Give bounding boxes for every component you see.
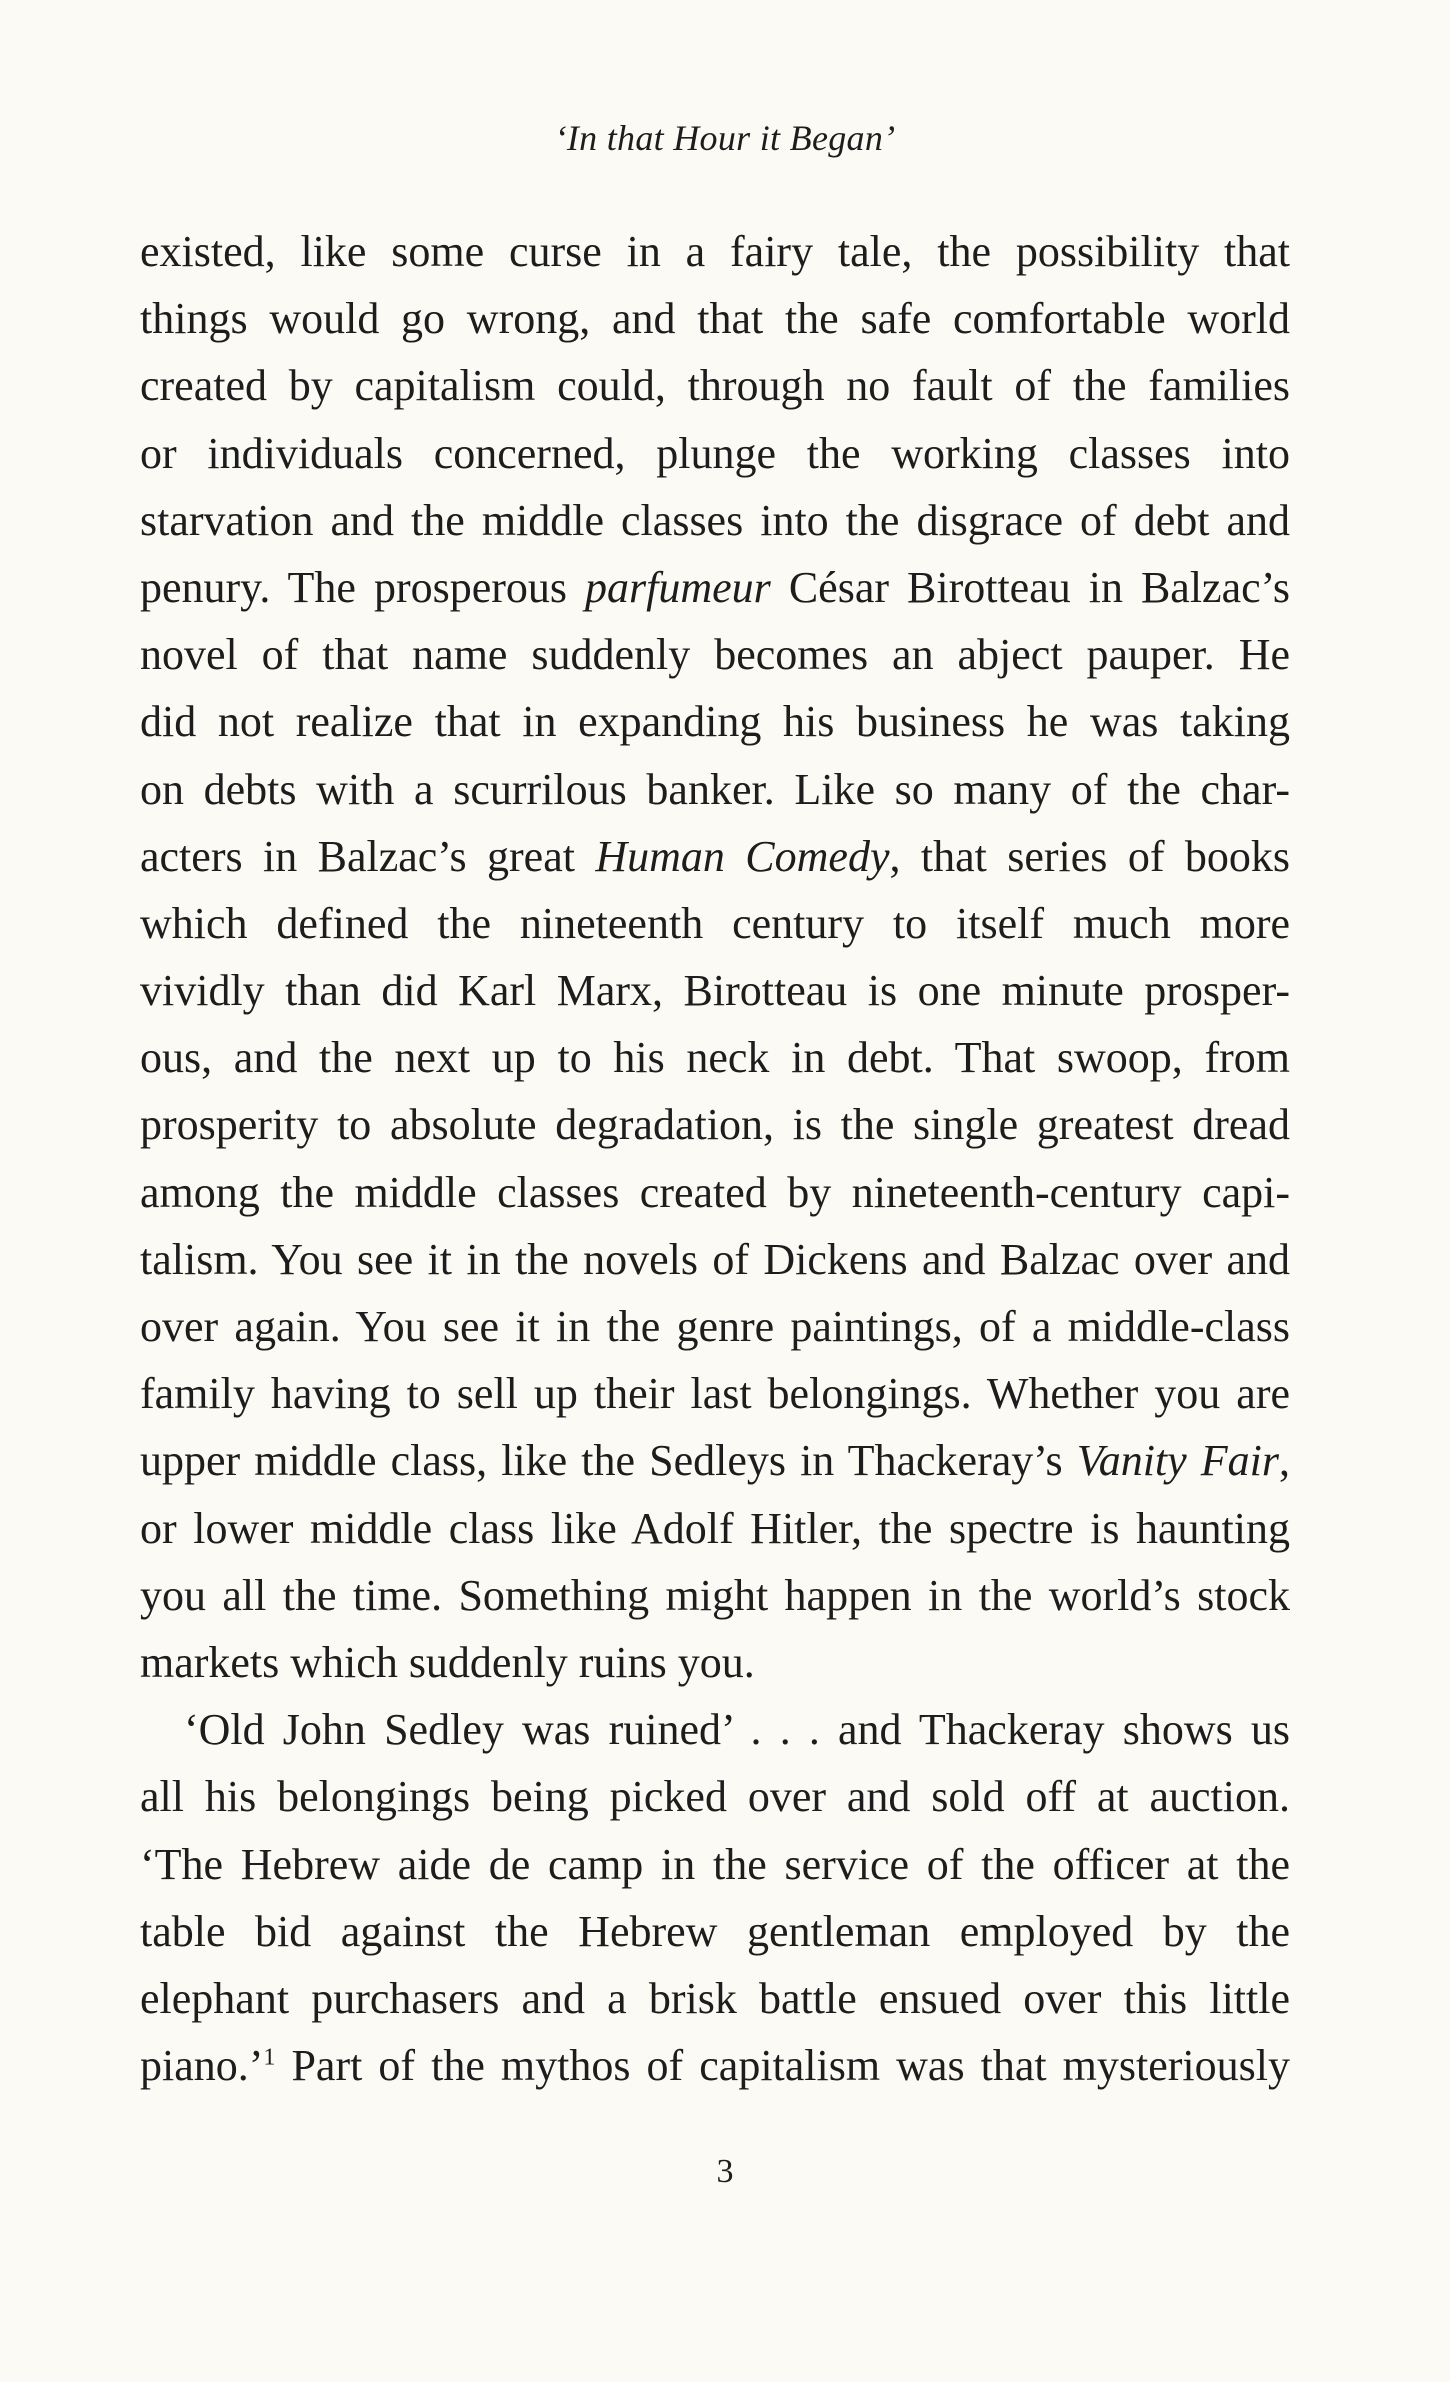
text-segment: novel of that name suddenly becomes an abject pauper. He — [140, 630, 1290, 680]
text-segment: or individuals concerned, plunge the working classes into — [140, 428, 1290, 478]
text-line — [140, 1226, 1290, 1293]
text-segment: created by capitalism could, through no fault of the families — [140, 361, 1290, 411]
text-line — [140, 285, 1290, 352]
text-segment: , that series of books — [889, 831, 1290, 881]
text-segment: did not realize that in expanding his business he was taking — [140, 697, 1290, 747]
text-line — [140, 487, 1290, 554]
text-line — [140, 1427, 1290, 1494]
text-segment: Part of the mythos of capitalism was that mysteriously — [275, 2041, 1290, 2091]
text-segment: markets which suddenly ruins you. — [140, 1637, 755, 1687]
text-segment: existed, like some curse in a fairy tale, the possibility that — [140, 227, 1290, 276]
text-line — [140, 756, 1290, 823]
text-segment: starvation and the middle classes into the disgrace of debt and — [140, 495, 1290, 545]
text-line — [140, 1965, 1290, 2032]
text-segment: César Birotteau in Balzac’s — [770, 562, 1290, 612]
text-segment: things would go wrong, and that the safe comfortable world — [140, 294, 1290, 344]
text-line — [140, 218, 1290, 285]
text-segment: family having to sell up their last belongings. Whether you are — [140, 1369, 1290, 1419]
text-line — [140, 823, 1290, 890]
text-line — [140, 554, 1290, 621]
text-segment: on debts with a scurrilous banker. Like so many of the char- — [140, 764, 1290, 814]
body-text — [140, 218, 1290, 2099]
text-line — [140, 1293, 1290, 1360]
text-segment: vividly than did Karl Marx, Birotteau is one minute prosper- — [140, 966, 1290, 1016]
text-line — [140, 1360, 1290, 1427]
text-segment: table bid against the Hebrew gentleman employed by the — [140, 1906, 1290, 1956]
text-segment: acters in Balzac’s great — [140, 831, 596, 881]
text-line — [140, 352, 1290, 419]
italic-text: Human Comedy — [595, 831, 890, 881]
text-line — [140, 1898, 1290, 1965]
text-line — [140, 420, 1290, 487]
text-segment: penury. The prosperous — [140, 562, 586, 612]
text-line — [140, 1696, 1290, 1763]
page-number: 3 — [716, 2153, 734, 2190]
text-segment: all his belongings being picked over and sold off at auction. — [140, 1772, 1290, 1822]
text-line — [140, 1495, 1290, 1562]
text-line — [140, 1629, 1290, 1696]
italic-text: Vanity Fair — [1076, 1436, 1279, 1486]
text-line — [140, 688, 1290, 755]
text-line — [140, 1024, 1290, 1091]
text-segment: among the middle classes created by nineteenth-century capi- — [140, 1167, 1290, 1217]
text-line — [140, 1831, 1290, 1898]
text-line — [140, 2032, 1290, 2099]
text-segment: you all the time. Something might happen in the world’s stock — [140, 1570, 1290, 1620]
text-segment: talism. You see it in the novels of Dickens and Balzac over and — [140, 1234, 1290, 1284]
text-line — [140, 1091, 1290, 1158]
italic-text: parfumeur — [585, 562, 771, 612]
text-line — [140, 890, 1290, 957]
text-segment: over again. You see it in the genre paintings, of a middle-class — [140, 1302, 1290, 1351]
text-segment: or lower middle class like Adolf Hitler, the spectre is haunting — [140, 1503, 1290, 1553]
text-segment: elephant purchasers and a brisk battle ensued over this little — [140, 1973, 1290, 2023]
text-segment: piano.’ — [140, 2041, 264, 2091]
text-segment: prosperity to absolute degradation, is the single greatest dread — [140, 1100, 1290, 1150]
text-segment: , — [1279, 1436, 1290, 1486]
text-line — [140, 957, 1290, 1024]
text-segment: ous, and the next up to his neck in debt. That swoop, from — [140, 1033, 1290, 1083]
text-segment: ‘Old John Sedley was ruined’ . . . and Thackeray shows us — [184, 1705, 1290, 1755]
text-line — [140, 1562, 1290, 1629]
text-line — [140, 621, 1290, 688]
text-segment: upper middle class, like the Sedleys in Thackeray’s — [140, 1436, 1077, 1486]
footnote-marker: 1 — [263, 2044, 276, 2071]
text-line — [140, 1763, 1290, 1830]
running-head: ‘In that Hour it Began’ — [554, 118, 896, 158]
text-line — [140, 1159, 1290, 1226]
text-segment: ‘The Hebrew aide de camp in the service of the officer at the — [140, 1839, 1290, 1889]
text-segment: which defined the nineteenth century to itself much more — [140, 898, 1290, 948]
